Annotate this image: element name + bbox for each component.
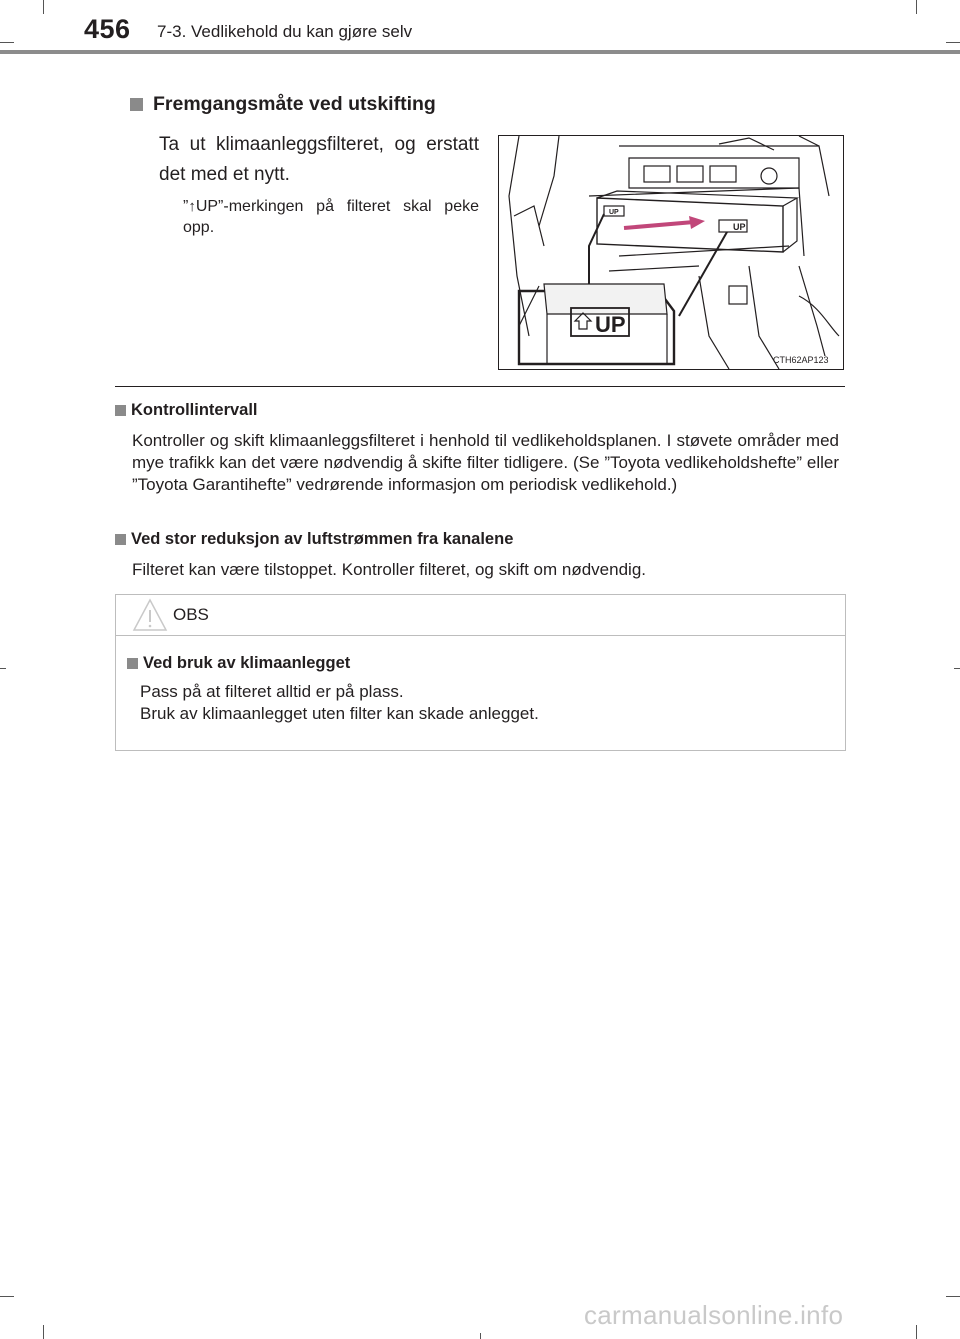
filter-illustration [498, 135, 844, 370]
caution-text [140, 681, 539, 725]
warning-triangle-icon [132, 598, 168, 632]
square-bullet-icon [127, 658, 138, 669]
crop-mark [0, 668, 6, 669]
procedure-text: Ta ut klimaanleggsfilteret, og erstatt det med et nytt. [159, 134, 479, 185]
filter-label-large: UP [595, 312, 626, 337]
crop-mark [480, 1333, 481, 1339]
caution-heading [127, 654, 350, 673]
caution-heading-text: Ved bruk av klimaanlegget [143, 654, 351, 672]
item-heading-text: Ved stor reduksjon av luftstrømmen fra kanalene [131, 530, 514, 548]
square-bullet-icon [115, 534, 126, 545]
section-title: 7-3. Vedlikehold du kan gjøre selv [157, 22, 413, 41]
filter-illustration-drawing [499, 136, 843, 369]
caution-label: OBS [173, 605, 209, 624]
procedure-heading [130, 93, 436, 116]
procedure-note [183, 196, 479, 238]
crop-mark [0, 42, 14, 43]
caution-box [115, 594, 846, 751]
note-text: UP”-merkingen på filteret skal peke opp. [183, 198, 479, 236]
up-arrow-icon: ↑ [188, 198, 196, 215]
crop-mark [916, 0, 917, 14]
procedure-heading-text: Fremgangsmåte ved utskifting [153, 93, 436, 115]
filter-label-medium: UP [733, 222, 746, 232]
crop-mark [43, 0, 44, 14]
watermark: carmanualsonline.info [584, 1300, 844, 1330]
item-heading-airflow [115, 530, 513, 549]
header-rule [0, 50, 960, 54]
square-bullet-icon [115, 405, 126, 416]
caution-header [116, 595, 845, 636]
caution-line: Pass på at filteret alltid er på plass. [140, 682, 404, 701]
item-text-airflow: Filteret kan være tilstoppet. Kontroller filteret, og skift om nødvendig. [132, 560, 647, 579]
crop-mark [0, 1296, 14, 1297]
section-divider [115, 386, 845, 387]
crop-mark [916, 1325, 917, 1339]
figure-code: CTH62AP123 [773, 355, 829, 365]
crop-mark [954, 668, 960, 669]
page-number: 456 [84, 14, 131, 44]
note-prefix: ” [183, 198, 189, 215]
crop-mark [43, 1325, 44, 1339]
filter-label-small: UP [609, 209, 619, 216]
item-heading-text: Kontrollintervall [131, 401, 258, 419]
item-heading-check-interval [115, 401, 258, 420]
square-bullet-icon [130, 98, 143, 111]
crop-mark [946, 1296, 960, 1297]
crop-mark [946, 42, 960, 43]
item-text-check-interval: Kontroller og skift klimaanleggsfilteret i henhold til vedlikeholdsplanen. I støvete områder med mye trafikk kan det være nødvendig å skifte filter tidligere. (Se ”Toyota vedlikeholdshefte” eller ”Toyota Garantihefte” vedrørende informasjon om periodisk vedlikehold.) [132, 431, 839, 494]
caution-line: Bruk av klimaanlegget uten filter kan skade anlegget. [140, 704, 539, 723]
